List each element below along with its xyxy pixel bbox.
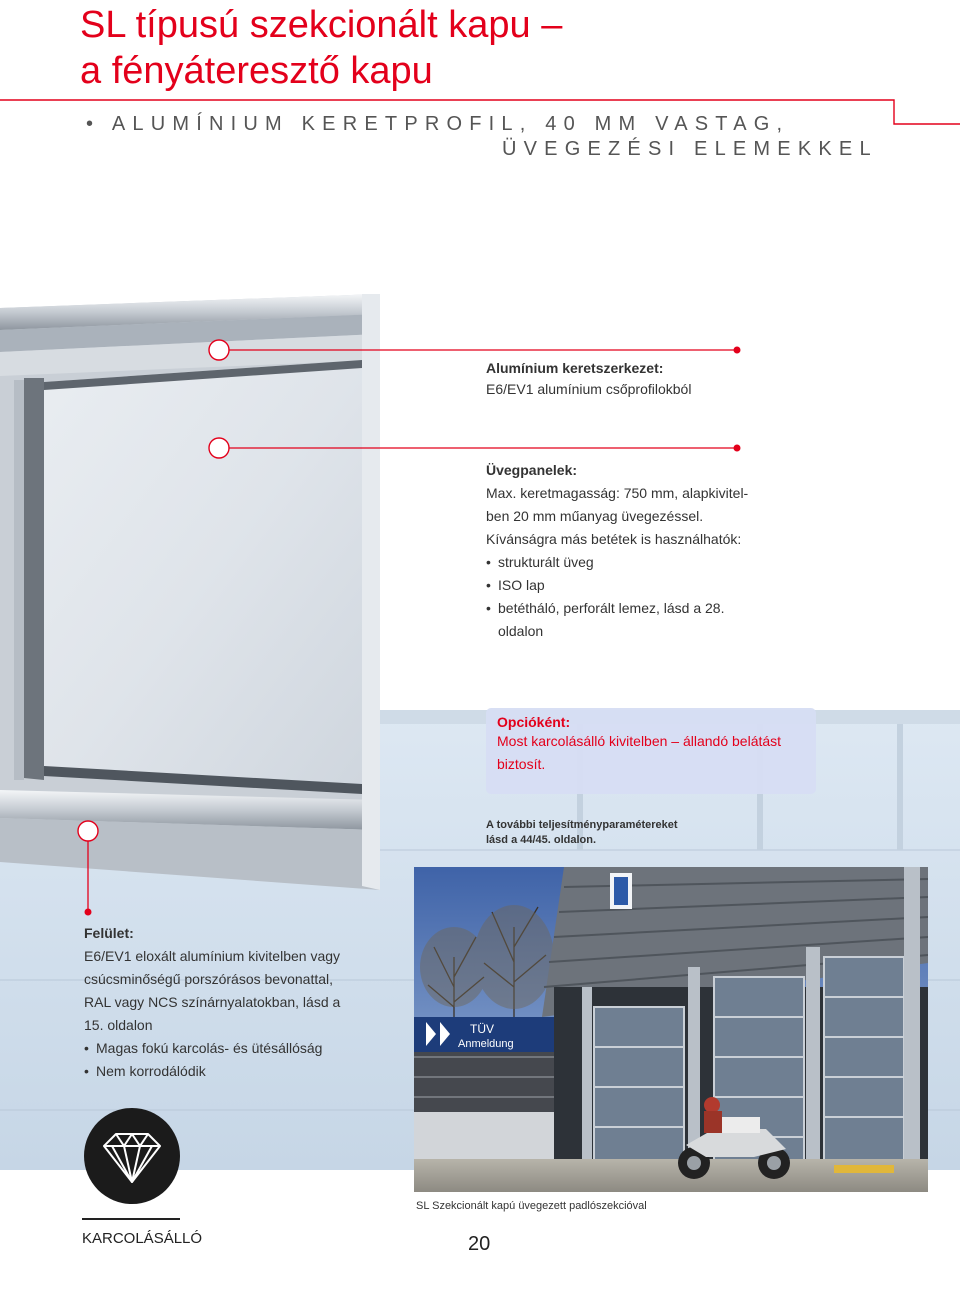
frame-heading: Alumínium keretszerkezet: [486, 360, 664, 376]
callout-marker-frame [209, 340, 229, 360]
frame-text: E6/EV1 alumínium csőprofilokból [486, 381, 692, 397]
sign-text-2: Anmeldung [458, 1038, 514, 1050]
title-line-1: SL típusú szekcionált kapu – [80, 4, 563, 46]
badge-label: KARCOLÁSÁLLÓ [82, 1230, 203, 1247]
badge-rule [82, 1218, 180, 1220]
subtitle [86, 112, 878, 162]
surface-line-4: 15. oldalon [84, 1017, 153, 1033]
glass-bullet: • betétháló, perforált lemez, lásd a 28. [486, 597, 786, 620]
header-rule [0, 0, 960, 130]
callout-glass [486, 459, 786, 643]
performance-note [486, 818, 806, 848]
diamond-icon [82, 1106, 182, 1206]
option-line-2: biztosít. [497, 756, 546, 772]
glass-heading: Üvegpanelek: [486, 462, 578, 478]
glass-bullet-continuation: oldalon [498, 623, 544, 639]
subtitle-line-2: ÜVEGEZÉSI ELEMEKKEL [502, 138, 878, 160]
glass-line-2: ben 20 mm műanyag üvegezéssel. [486, 508, 704, 524]
callout-surface [84, 922, 384, 1083]
garage-photo [414, 867, 928, 1192]
sign-text-1: TÜV [470, 1022, 494, 1036]
glass-line-1: Max. keretmagasság: 750 mm, alapkivitel- [486, 485, 749, 501]
glass-bullet-list [486, 551, 786, 620]
surface-line-3: RAL vagy NCS színárnyalatokban, lásd a [84, 994, 341, 1010]
title-line-2: a fényáteresztő kapu [80, 50, 433, 92]
glass-bullet: • ISO lap [486, 574, 786, 597]
surface-line-2: csúcsminőségű porszórásos bevonattal, [84, 971, 334, 987]
page-number: 20 [468, 1233, 491, 1255]
photo-caption: SL Szekcionált kapú üvegezett padlószekcióval [416, 1200, 647, 1212]
callout-lines [0, 330, 960, 930]
performance-line-2: lásd a 44/45. oldalon. [486, 834, 597, 846]
callout-marker-surface [78, 821, 98, 841]
surface-heading: Felület: [84, 925, 134, 941]
option-heading: Opcióként: [497, 714, 571, 730]
surface-bullet: • Nem korrodálódik [84, 1060, 384, 1083]
glass-line-3: Kívánságra más betétek is használhatók: [486, 531, 742, 547]
option-line-1: Most karcolásálló kivitelben – állandó belátást [497, 733, 782, 749]
surface-bullet-list [84, 1037, 384, 1083]
glass-bullet: • strukturált üveg [486, 551, 786, 574]
surface-line-1: E6/EV1 eloxált alumínium kivitelben vagy [84, 948, 341, 964]
subtitle-line-1: • ALUMÍNIUM KERETPROFIL, 40 MM VASTAG, [86, 113, 790, 135]
performance-line-1: A további teljesítményparamétereket [486, 819, 678, 831]
callout-marker-glass [209, 438, 229, 458]
callout-frame [486, 360, 691, 401]
surface-bullet: • Magas fokú karcolás- és ütésállóság [84, 1037, 384, 1060]
option-box [486, 708, 816, 794]
